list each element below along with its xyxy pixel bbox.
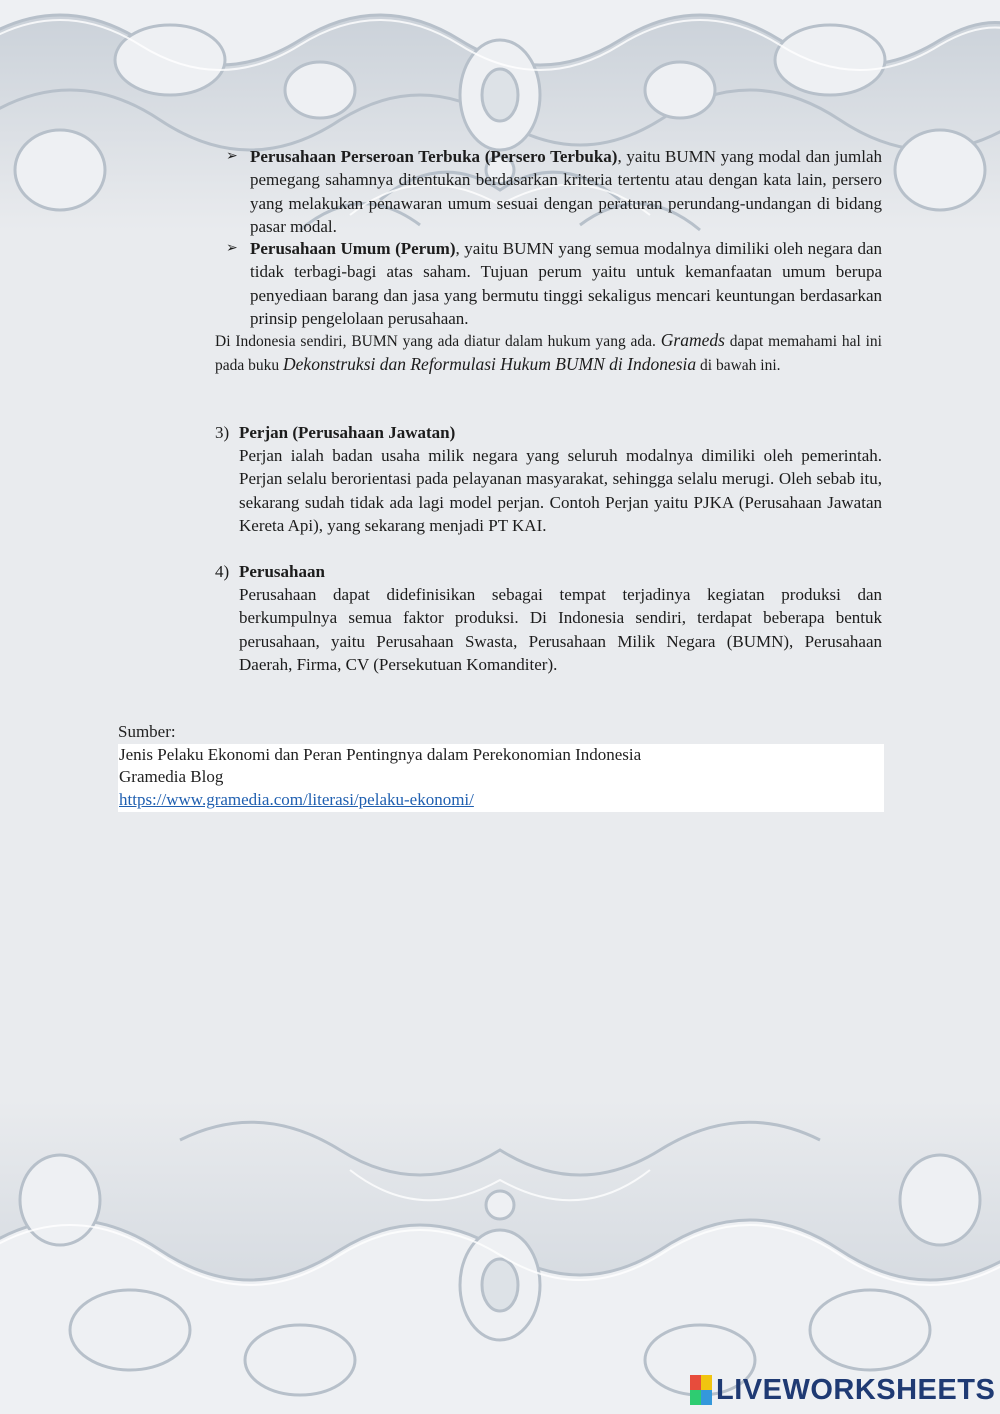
source-link[interactable]: https://www.gramedia.com/literasi/pelaku-ekonomi/	[119, 789, 474, 809]
book-title: Dekonstruksi dan Reformulasi Hukum BUMN di Indonesia	[283, 354, 697, 374]
liveworksheets-watermark	[690, 1374, 995, 1406]
source-citation	[118, 744, 884, 813]
intro-grameds: Grameds	[660, 330, 725, 350]
source-block	[118, 721, 884, 812]
intro-part3: di bawah ini.	[696, 357, 781, 374]
arrow-bullet-icon: ➢	[226, 241, 238, 256]
bullet-term: Perusahaan Umum (Perum)	[250, 239, 456, 258]
source-title: Jenis Pelaku Ekonomi dan Peran Pentingnya dalam Perekonomian Indonesia	[119, 744, 642, 764]
intro-part2: dapat memahami hal ini pada buku	[215, 333, 882, 374]
section-perusahaan	[215, 560, 882, 676]
source-site: Gramedia Blog	[119, 767, 224, 786]
source-label: Sumber:	[118, 722, 176, 741]
bullet-persero-terbuka	[226, 145, 882, 238]
section-perjan	[215, 421, 882, 537]
bullet-perum	[226, 237, 882, 330]
liveworksheets-logo-icon	[690, 1375, 712, 1405]
intro-paragraph	[215, 329, 882, 377]
section-title: Perjan (Perusahaan Jawatan)	[239, 423, 456, 442]
bullet-text	[250, 145, 882, 238]
section-title: Perusahaan	[239, 562, 325, 581]
bullet-definition: , yaitu BUMN yang semua modalnya dimiliki oleh negara dan tidak terbagi-bagi atas saham. Tujuan perum yaitu untuk kemanfaatan umum berupa penyediaan barang dan jasa yang bermutu tinggi sekaligus mencari keuntungan berdasarkan prinsip pengelolaan perusahaan.	[250, 239, 883, 328]
section-body: Perusahaan dapat didefinisikan sebagai tempat terjadinya kegiatan produksi dan berkumpulnya semua faktor produksi. Di Indonesia sendiri, terdapat beberapa bentuk perusahaan, yaitu Perusahaan Swasta, Perusahaan Milik Negara (BUMN), Perusahaan Daerah, Firma, CV (Persekutuan Komanditer).	[239, 585, 882, 674]
bullet-term: Perusahaan Perseroan Terbuka (Persero Terbuka)	[250, 147, 618, 166]
section-body: Perjan ialah badan usaha milik negara yang seluruh modalnya dimiliki oleh pemerintah. Perjan selalu berorientasi pada pelayanan masyarakat, sehingga selalu merugi. Oleh sebab itu, sekarang sudah tidak ada lagi model perjan. Contoh Perjan yaitu PJKA (Perusahaan Jawatan Kereta Api), yang sekarang menjadi PT KAI.	[239, 446, 882, 535]
section-number: 4)	[215, 562, 230, 581]
bullet-definition: , yaitu BUMN yang modal dan jumlah pemegang sahamnya ditentukan berdasarkan kriteria tertentu atau dengan kata lain, persero yang melakukan penawaran umum sesuai dengan peraturan perundang-undangan di bidang pasar modal.	[250, 147, 882, 236]
section-number: 3)	[215, 423, 230, 442]
arrow-bullet-icon: ➢	[226, 149, 238, 164]
intro-part1: Di Indonesia sendiri, BUMN yang ada diatur dalam hukum yang ada.	[215, 333, 661, 350]
bullet-text	[250, 237, 882, 330]
liveworksheets-brand: LIVEWORKSHEETS	[716, 1373, 996, 1406]
